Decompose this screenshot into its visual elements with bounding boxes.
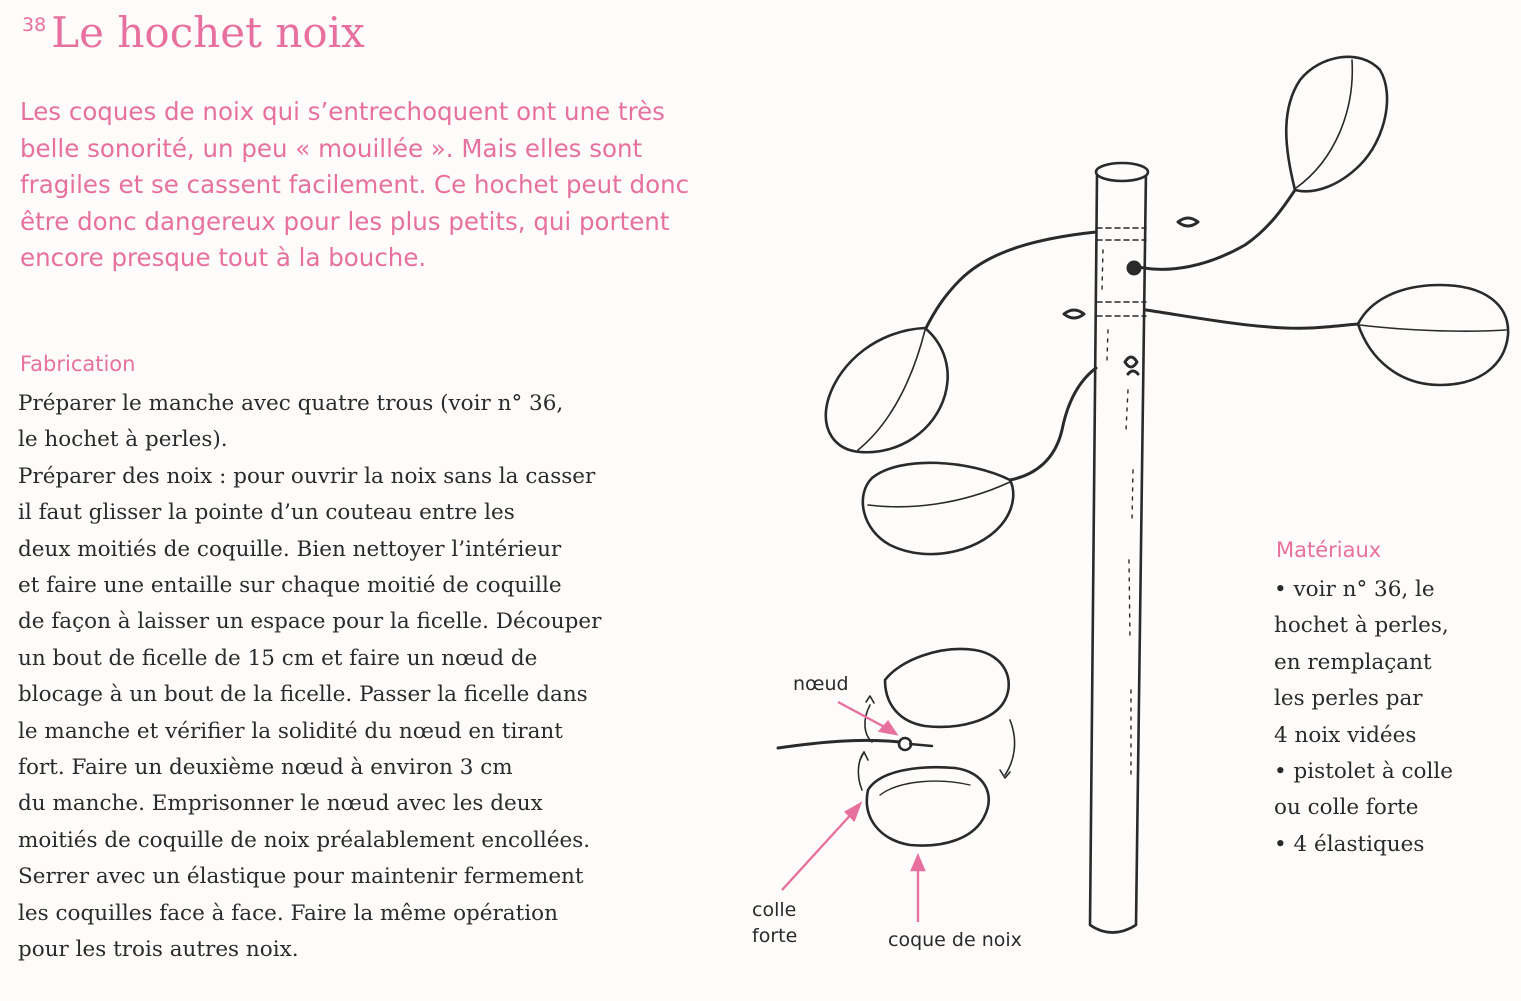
fabrication-line: Préparer le manche avec quatre trous (voir n° 36, [18,391,564,416]
knot-label: nœud [793,673,849,695]
materials-line: • 4 élastiques [1274,831,1425,857]
materials-heading: Matériaux [1276,538,1382,562]
materials-line: 4 noix vidées [1274,722,1417,748]
fabrication-line: le hochet à perles). [18,427,228,453]
intro-line: Les coques de noix qui s’entrechoquent ont une très [20,97,665,126]
fabrication-line: un bout de ficelle de 15 cm et faire un nœud de [18,645,538,671]
fabrication-line: le manche et vérifier la solidité du nœud en tirant [18,718,563,744]
walnut-shell [863,463,1013,554]
fabrication-line: pour les trois autres noix. [18,937,299,963]
intro-line: belle sonorité, un peu « mouillée ». Mais elles sont [20,133,643,163]
fabrication-line: de façon à laisser un espace pour la ficelle. Découper [18,609,602,635]
materials-line: en remplaçant [1274,649,1432,675]
detail-string-with-knot [778,738,932,750]
shell-label: coque de noix [888,929,1022,951]
glue-label-line: colle [752,899,797,921]
fabrication-line: les coquilles face à face. Faire la même opération [18,900,558,926]
intro-line: fragiles et se cassent facilement. Ce hochet peut donc [20,170,690,199]
fabrication-line: il faut glisser la pointe d’un couteau entre les [18,500,515,526]
fabrication-line: Serrer avec un élastique pour maintenir fermement [18,864,584,890]
page-title: Le hochet noix [51,8,365,57]
fabrication-line: Préparer des noix : pour ouvrir la noix sans la casser [18,463,596,489]
materials-line: ou colle forte [1274,795,1419,821]
fabrication-line: deux moitiés de coquille. Bien nettoyer l’intérieur [18,536,562,562]
walnut-shell [1358,285,1508,385]
walnut-shell [826,328,948,452]
intro-line: encore presque tout à la bouche. [20,243,427,272]
materials-list [1274,572,1514,863]
walnut-top-half [885,649,1009,727]
page-number: 38 [22,14,47,36]
materials-line: les perles par [1274,686,1423,712]
fabrication-line: moitiés de coquille de noix préalablement encollées. [18,827,591,853]
fabrication-line: fort. Faire un deuxième nœud à environ 3 cm [18,755,513,781]
glue-label-line: forte [752,925,798,947]
fabrication-line: du manche. Emprisonner le nœud avec les deux [18,791,543,817]
walnut-shell [1286,57,1387,191]
fabrication-line: blocage à un bout de la ficelle. Passer la ficelle dans [18,682,588,708]
fabrication-line: et faire une entaille sur chaque moitié de coquille [18,573,562,599]
walnut-bottom-half [867,767,989,845]
materials-line: • pistolet à colle [1274,759,1453,785]
fabrication-heading: Fabrication [20,352,136,376]
glue-label [752,897,797,949]
materials-line: hochet à perles, [1274,613,1449,639]
materials-line: • voir n° 36, le [1274,577,1435,602]
wooden-handle [1090,163,1148,933]
intro-line: être donc dangereux pour les plus petits, qui portent [20,206,670,236]
